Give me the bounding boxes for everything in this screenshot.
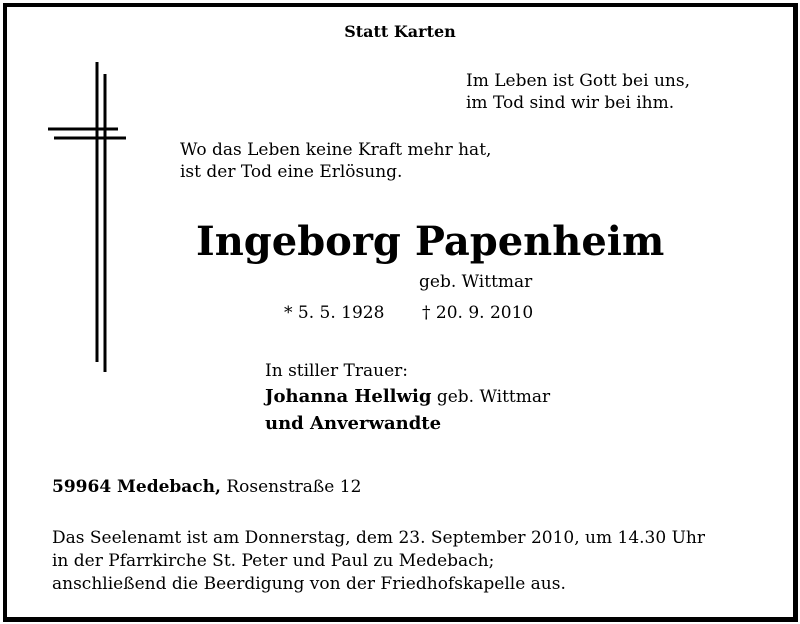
verse-top-line-1: Im Leben ist Gott bei uns, <box>466 71 690 91</box>
funeral-line-3: anschließend die Beerdigung von der Friedhofskapelle aus. <box>52 574 566 594</box>
address-city: 59964 Medebach, <box>52 477 221 497</box>
primary-mourner-note: geb. Wittmar <box>436 387 551 407</box>
address-street: Rosenstraße 12 <box>226 477 362 497</box>
funeral-line-1: Das Seelenamt ist am Donnerstag, dem 23. September 2010, um 14.30 Uhr <box>52 528 705 548</box>
mourning-intro: In stiller Trauer: <box>265 361 408 381</box>
verse-top <box>466 70 690 114</box>
cross-icon <box>46 62 126 372</box>
verse-left <box>180 139 491 183</box>
birth-date: * 5. 5. 1928 <box>284 303 385 323</box>
deceased-maiden-name: geb. Wittmar <box>419 272 533 292</box>
deceased-name: Ingeborg Papenheim <box>196 218 665 265</box>
primary-mourner <box>265 386 550 407</box>
relatives: und Anverwandte <box>265 413 442 434</box>
funeral-line-2: in der Pfarrkirche St. Peter und Paul zu Medebach; <box>52 551 495 571</box>
verse-left-line-2: ist der Tod eine Erlösung. <box>180 162 403 182</box>
address <box>52 477 361 497</box>
header-statt-karten: Statt Karten <box>344 22 456 41</box>
death-date: † 20. 9. 2010 <box>422 303 534 323</box>
primary-mourner-name: Johanna Hellwig <box>265 386 432 407</box>
verse-top-line-2: im Tod sind wir bei ihm. <box>466 93 675 113</box>
funeral-details <box>52 527 705 596</box>
verse-left-line-1: Wo das Leben keine Kraft mehr hat, <box>180 140 492 160</box>
